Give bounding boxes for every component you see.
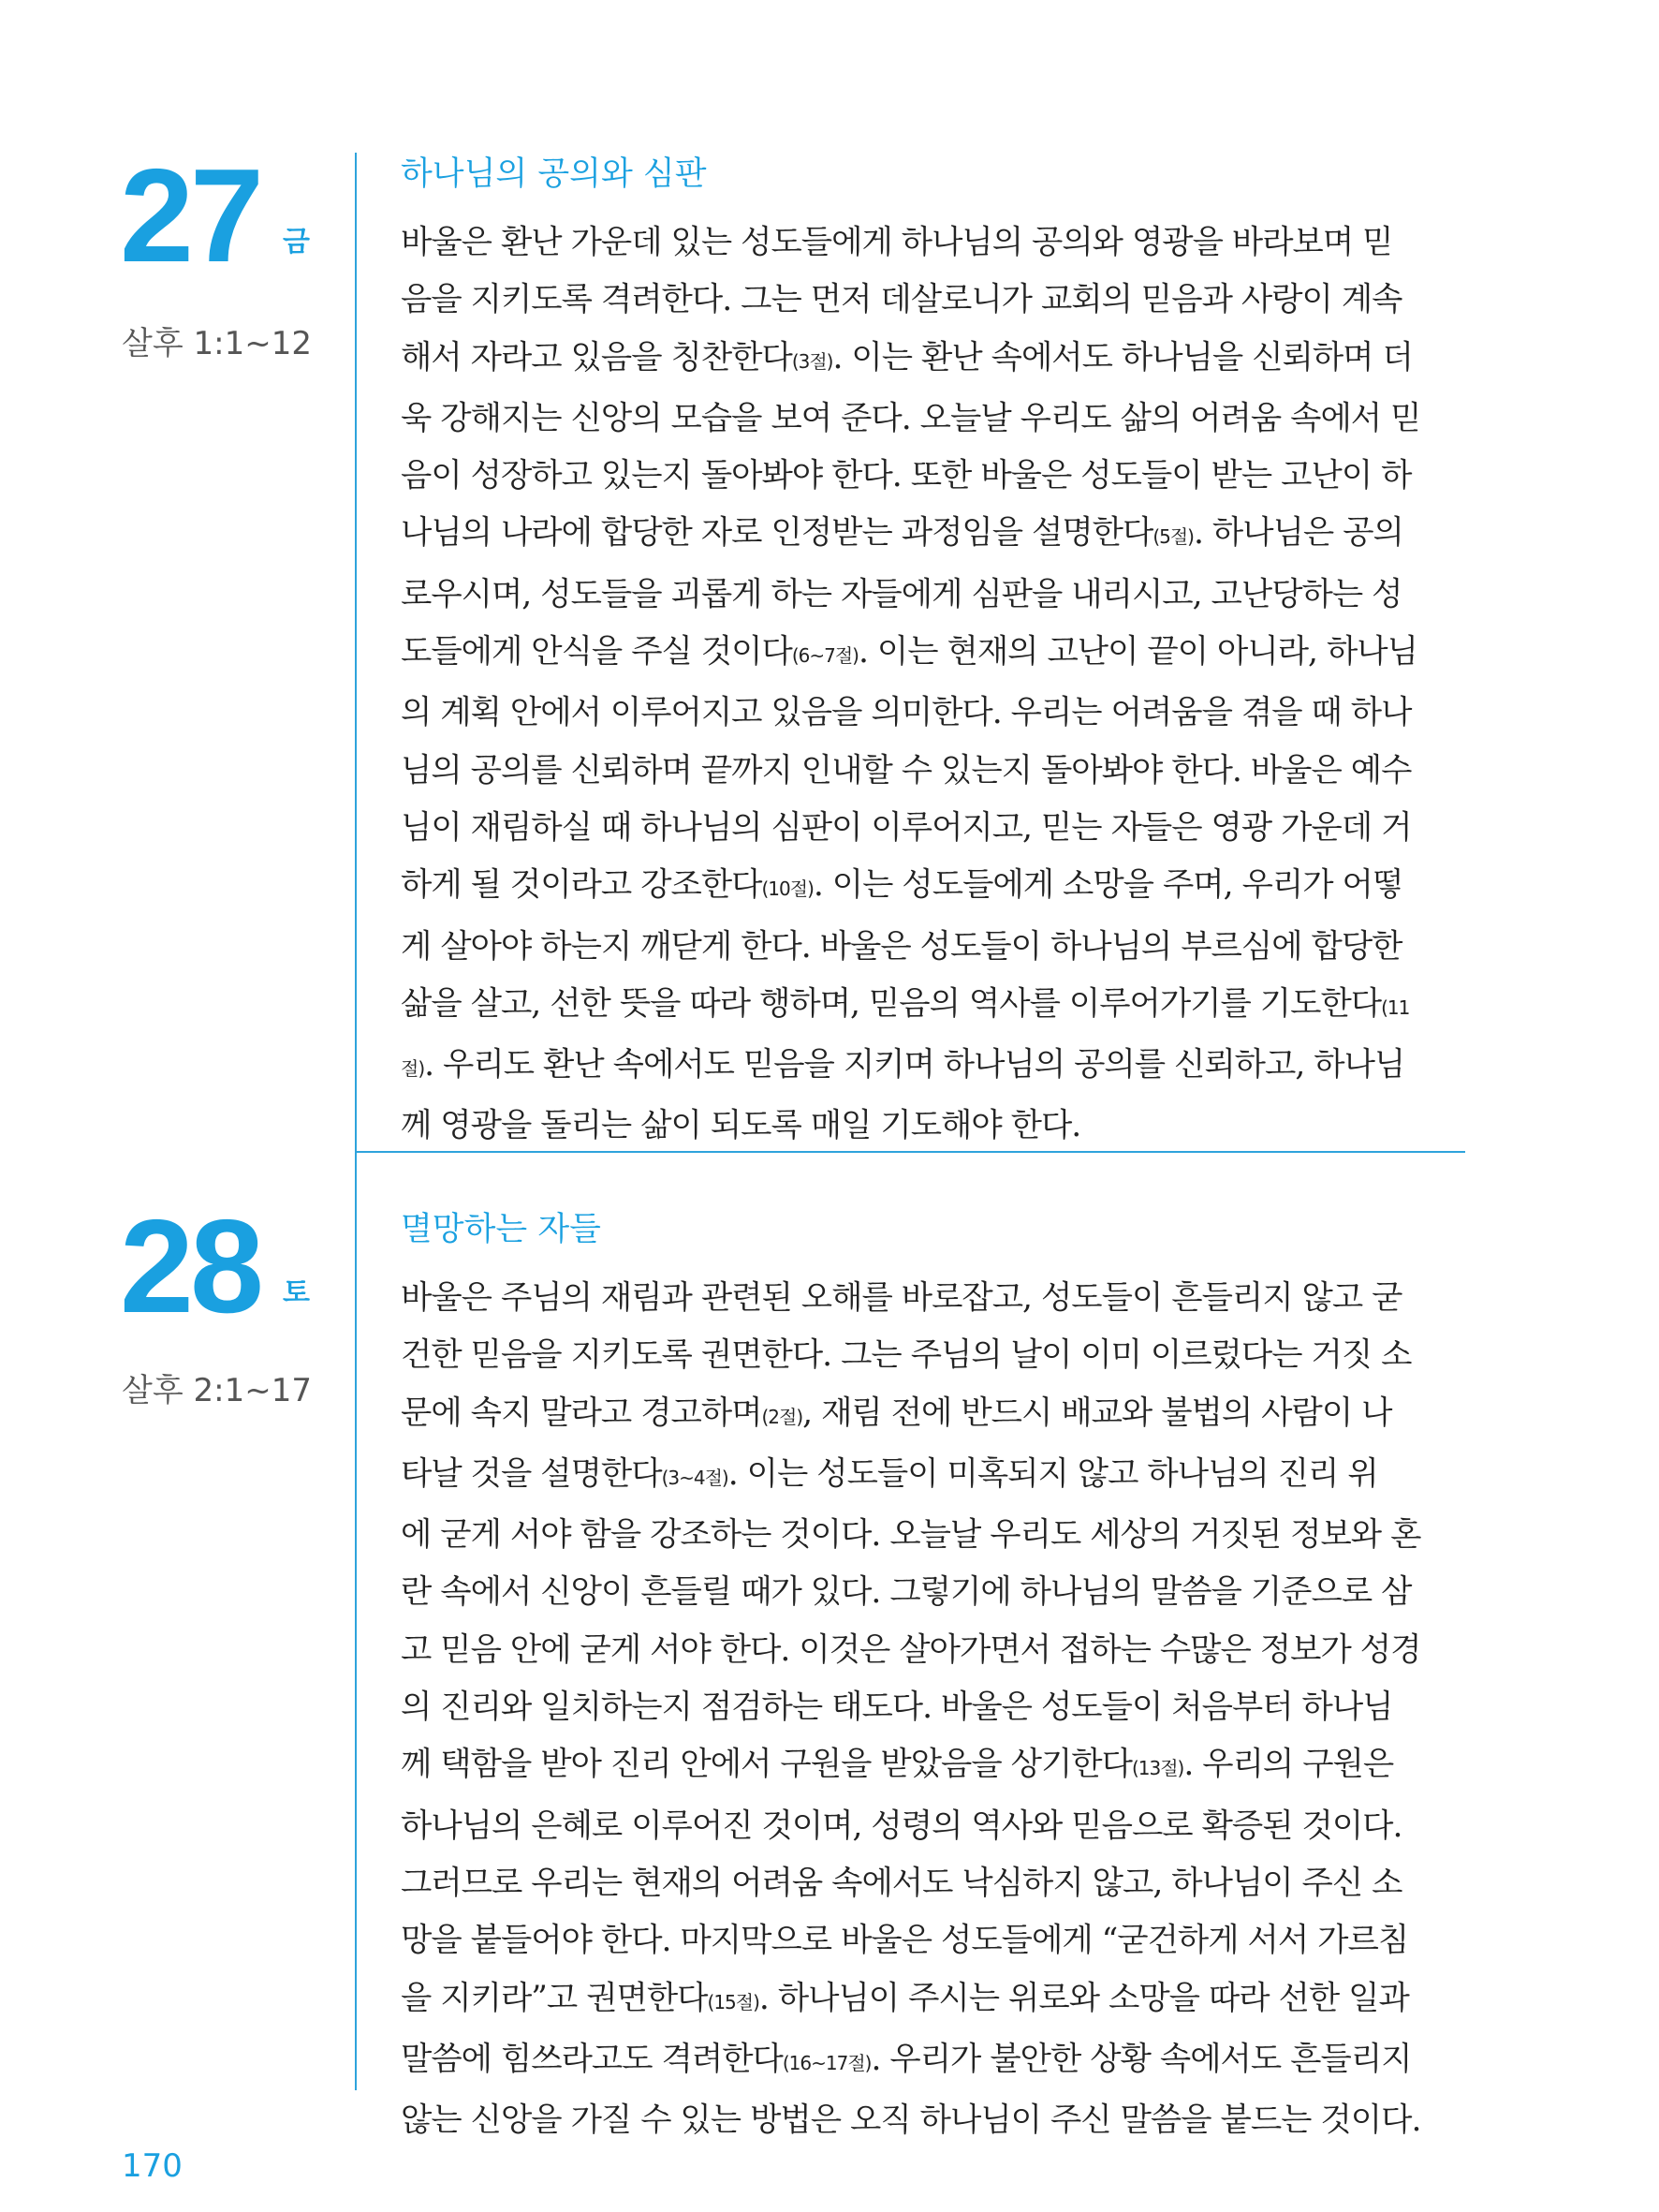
body-line <box>401 685 1465 742</box>
body-line <box>401 743 1465 800</box>
body-text: 님이 재림하실 때 하나님의 심판이 이루어지고, 믿는 자들은 영광 가운데 거 <box>401 808 1412 847</box>
body-line <box>401 505 1465 566</box>
body-line <box>401 919 1465 976</box>
body-line <box>401 1327 1465 1384</box>
body-text: 의 계획 안에서 이루어지고 있음을 의미한다. 우리는 어려움을 겪을 때 하나 <box>401 694 1412 732</box>
body-line <box>401 1798 1465 1855</box>
verse-citation: (16~17절) <box>782 2051 872 2074</box>
day-of-week: 토 <box>283 1276 310 1309</box>
body-line <box>401 1564 1465 1621</box>
body-text: , 재림 전에 반드시 배교와 불법의 사람이 나 <box>802 1394 1392 1432</box>
body-text: 건한 믿음을 지키도록 권면한다. 그는 주님의 날이 이미 이르렀다는 거짓 소 <box>401 1336 1412 1375</box>
page-number: 170 <box>122 2147 183 2185</box>
body-line <box>401 214 1465 272</box>
body-line <box>401 1855 1465 1912</box>
body-line <box>401 1970 1465 2031</box>
body-text: 하나님의 은혜로 이루어진 것이며, 성령의 역사와 믿음으로 확증된 것이다. <box>401 1806 1402 1845</box>
body-line <box>401 1622 1465 1679</box>
body-line <box>401 1507 1465 1564</box>
body-line <box>401 857 1465 918</box>
entry-title: 멸망하는 자들 <box>401 1211 601 1248</box>
left-vertical-rule-top <box>355 153 357 1153</box>
body-text: 에 굳게 서야 함을 강조하는 것이다. 오늘날 우리도 세상의 거짓된 정보와 혼 <box>401 1516 1421 1555</box>
body-text: 바울은 주님의 재림과 관련된 오해를 바로잡고, 성도들이 흔들리지 않고 굳 <box>401 1279 1402 1317</box>
body-text: . 우리의 구원은 <box>1183 1746 1394 1784</box>
body-text: 욱 강해지는 신앙의 모습을 보여 준다. 오늘날 우리도 삶의 어려움 속에서 믿 <box>401 399 1421 437</box>
verse-citation: (3절) <box>791 349 833 373</box>
body-text: 않는 신앙을 가질 수 있는 방법은 오직 하나님이 주신 말씀을 붙드는 것이다. <box>401 2101 1421 2140</box>
body-text: . 하나님이 주시는 위로와 소망을 따라 선한 일과 <box>758 1979 1409 2017</box>
body-text: 님의 공의를 신뢰하며 끝까지 인내할 수 있는지 돌아봐야 한다. 바울은 예수 <box>401 751 1412 789</box>
body-text: . 이는 성도들에게 소망을 주며, 우리가 어떻 <box>813 866 1403 905</box>
body-line <box>401 624 1465 685</box>
body-line <box>401 1385 1465 1446</box>
body-line <box>401 272 1465 329</box>
body-text: 의 진리와 일치하는지 점검하는 태도다. 바울은 성도들이 처음부터 하나님 <box>401 1688 1393 1727</box>
body-text: 께 택함을 받아 진리 안에서 구원을 받았음을 상기한다 <box>401 1746 1132 1784</box>
body-line <box>401 1736 1465 1797</box>
body-text: 도들에게 안식을 주실 것이다 <box>401 633 792 671</box>
body-text: 망을 붙들어야 한다. 마지막으로 바울은 성도들에게 “굳건하게 서서 가르침 <box>401 1922 1409 1960</box>
entry-body <box>401 1270 1465 2149</box>
body-text: 게 살아야 하는지 깨닫게 한다. 바울은 성도들이 하나님의 부르심에 합당한 <box>401 927 1402 966</box>
day-number: 28 <box>120 1192 260 1341</box>
verse-citation: (15절) <box>707 1990 759 2013</box>
left-vertical-rule-bottom <box>355 1153 357 2090</box>
body-text: 그러므로 우리는 현재의 어려움 속에서도 낙심하지 않고, 하나님이 주신 소 <box>401 1864 1402 1902</box>
body-line <box>401 1679 1465 1736</box>
scripture-reference: 살후 1:1~12 <box>122 325 312 362</box>
body-text: 바울은 환난 가운데 있는 성도들에게 하나님의 공의와 영광을 바라보며 믿 <box>401 224 1393 261</box>
day-of-week: 금 <box>283 226 310 258</box>
body-text: 란 속에서 신앙이 흔들릴 때가 있다. 그렇기에 하나님의 말씀을 기준으로 삼 <box>401 1573 1412 1612</box>
body-line <box>401 976 1465 1037</box>
verse-citation: 절) <box>401 1057 425 1081</box>
body-text: . 이는 현재의 고난이 끝이 아니라, 하나님 <box>858 633 1417 671</box>
verse-citation: (5절) <box>1152 525 1194 549</box>
verse-citation: (3~4절) <box>661 1466 728 1489</box>
entry-title: 하나님의 공의와 심판 <box>401 155 707 193</box>
devotion-entry <box>401 1211 1465 2149</box>
body-line <box>401 800 1465 857</box>
verse-citation: (13절) <box>1131 1757 1184 1780</box>
body-line <box>401 567 1465 624</box>
body-text: 로우시며, 성도들을 괴롭게 하는 자들에게 심판을 내리시고, 고난당하는 성 <box>401 575 1402 613</box>
body-text: 하게 될 것이라고 강조한다 <box>401 866 762 905</box>
body-text: 삶을 살고, 선한 뜻을 따라 행하며, 믿음의 역사를 이루어가기를 기도한다 <box>401 984 1382 1023</box>
body-line <box>401 1270 1465 1327</box>
scripture-reference: 살후 2:1~17 <box>122 1372 312 1409</box>
body-line <box>401 391 1465 448</box>
body-text: 해서 자라고 있음을 칭찬한다 <box>401 338 792 376</box>
body-text: . 이는 환난 속에서도 하나님을 신뢰하며 더 <box>832 338 1413 376</box>
body-text: . 우리가 불안한 상황 속에서도 흔들리지 <box>871 2040 1412 2078</box>
verse-citation: (2절) <box>761 1405 803 1428</box>
body-line <box>401 330 1465 391</box>
body-text: 께 영광을 돌리는 삶이 되도록 매일 기도해야 한다. <box>401 1107 1081 1145</box>
body-line <box>401 1037 1465 1098</box>
body-line <box>401 448 1465 505</box>
body-text: 말씀에 힘쓰라고도 격려한다 <box>401 2040 783 2078</box>
body-text: 음을 지키도록 격려한다. 그는 먼저 데살로니가 교회의 믿음과 사랑이 계속 <box>401 281 1402 319</box>
verse-citation: (6~7절) <box>791 644 859 668</box>
verse-citation: (11 <box>1381 995 1410 1019</box>
body-text: 문에 속지 말라고 경고하며 <box>401 1394 762 1432</box>
devotion-entry <box>401 155 1465 1156</box>
body-text: 음이 성장하고 있는지 돌아봐야 한다. 또한 바울은 성도들이 받는 고난이 하 <box>401 457 1412 495</box>
body-text: . 이는 성도들이 미혹되지 않고 하나님의 진리 위 <box>727 1454 1378 1493</box>
verse-citation: (10절) <box>761 877 814 901</box>
body-line <box>401 1912 1465 1969</box>
day-number: 27 <box>120 141 260 290</box>
body-line <box>401 2092 1465 2149</box>
body-line <box>401 2031 1465 2092</box>
entry-body <box>401 214 1465 1156</box>
body-text: 타날 것을 설명한다 <box>401 1454 662 1493</box>
body-text: . 우리도 환난 속에서도 믿음을 지키며 하나님의 공의를 신뢰하고, 하나님 <box>424 1046 1405 1084</box>
body-text: . 하나님은 공의 <box>1193 514 1403 553</box>
body-text: 나님의 나라에 합당한 자로 인정받는 과정임을 설명한다 <box>401 514 1153 553</box>
body-line <box>401 1098 1465 1155</box>
body-text: 고 믿음 안에 굳게 서야 한다. 이것은 살아가면서 접하는 수많은 정보가 성경 <box>401 1630 1421 1669</box>
body-text: 을 지키라”고 권면한다 <box>401 1979 708 2017</box>
body-line <box>401 1446 1465 1507</box>
